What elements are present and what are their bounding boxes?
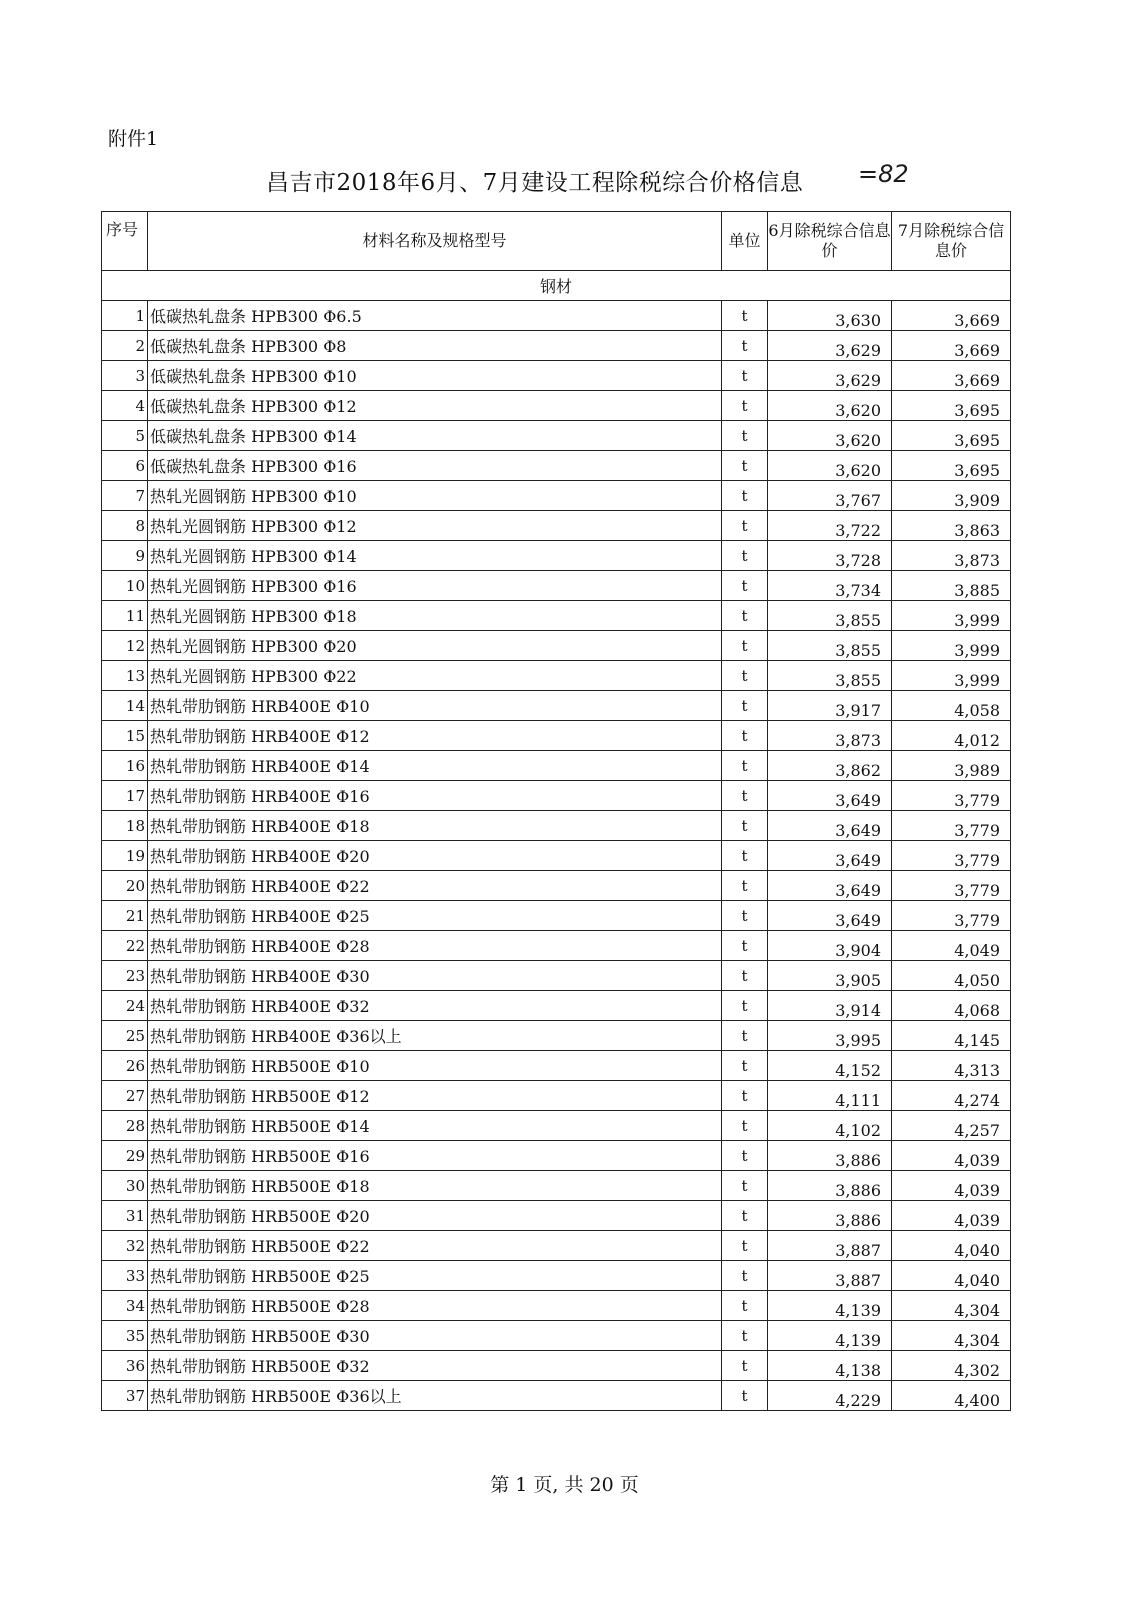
row-july-price: 3,669 <box>892 361 1011 391</box>
row-june-price: 3,855 <box>768 661 892 691</box>
row-material-name: 热轧带肋钢筋 HRB400E Φ30 <box>148 961 722 991</box>
row-july-price: 4,068 <box>892 991 1011 1021</box>
row-material-name: 热轧带肋钢筋 HRB500E Φ28 <box>148 1291 722 1321</box>
row-june-price: 3,767 <box>768 481 892 511</box>
table-row <box>102 1261 1011 1291</box>
row-july-price: 4,012 <box>892 721 1011 751</box>
row-unit: t <box>722 301 768 331</box>
row-unit: t <box>722 1321 768 1351</box>
attachment-label: 附件1 <box>108 128 159 150</box>
row-july-price: 3,909 <box>892 481 1011 511</box>
row-seq: 32 <box>102 1231 148 1261</box>
row-seq: 16 <box>102 751 148 781</box>
row-unit: t <box>722 391 768 421</box>
row-unit: t <box>722 931 768 961</box>
price-table <box>101 211 1011 1411</box>
row-july-price: 4,049 <box>892 931 1011 961</box>
table-header-row <box>102 212 1011 271</box>
row-july-price: 3,863 <box>892 511 1011 541</box>
row-material-name: 低碳热轧盘条 HPB300 Φ12 <box>148 391 722 421</box>
row-seq: 34 <box>102 1291 148 1321</box>
row-material-name: 热轧带肋钢筋 HRB500E Φ16 <box>148 1141 722 1171</box>
table-row <box>102 511 1011 541</box>
row-material-name: 热轧带肋钢筋 HRB500E Φ20 <box>148 1201 722 1231</box>
row-june-price: 3,649 <box>768 781 892 811</box>
table-row <box>102 691 1011 721</box>
row-material-name: 热轧带肋钢筋 HRB400E Φ16 <box>148 781 722 811</box>
row-seq: 19 <box>102 841 148 871</box>
column-header-june: 6月除税综合信息价 <box>768 212 892 271</box>
row-unit: t <box>722 1111 768 1141</box>
row-unit: t <box>722 721 768 751</box>
row-seq: 15 <box>102 721 148 751</box>
row-unit: t <box>722 1141 768 1171</box>
table-row <box>102 1051 1011 1081</box>
row-july-price: 4,257 <box>892 1111 1011 1141</box>
row-june-price: 3,629 <box>768 331 892 361</box>
row-unit: t <box>722 601 768 631</box>
row-seq: 27 <box>102 1081 148 1111</box>
row-july-price: 4,050 <box>892 961 1011 991</box>
page-number: 第 1 页, 共 20 页 <box>490 1474 639 1496</box>
row-material-name: 热轧光圆钢筋 HPB300 Φ14 <box>148 541 722 571</box>
row-seq: 24 <box>102 991 148 1021</box>
handwritten-note: =82 <box>858 160 909 188</box>
row-material-name: 热轧光圆钢筋 HPB300 Φ22 <box>148 661 722 691</box>
row-seq: 11 <box>102 601 148 631</box>
row-july-price: 3,999 <box>892 601 1011 631</box>
row-june-price: 3,630 <box>768 301 892 331</box>
row-material-name: 热轧带肋钢筋 HRB400E Φ22 <box>148 871 722 901</box>
row-material-name: 热轧带肋钢筋 HRB500E Φ10 <box>148 1051 722 1081</box>
row-june-price: 3,905 <box>768 961 892 991</box>
row-unit: t <box>722 1351 768 1381</box>
row-unit: t <box>722 1171 768 1201</box>
table-row <box>102 1231 1011 1261</box>
row-june-price: 3,855 <box>768 601 892 631</box>
row-june-price: 4,139 <box>768 1321 892 1351</box>
row-july-price: 3,695 <box>892 421 1011 451</box>
row-material-name: 热轧带肋钢筋 HRB500E Φ30 <box>148 1321 722 1351</box>
row-seq: 22 <box>102 931 148 961</box>
row-june-price: 3,620 <box>768 421 892 451</box>
page-title: 昌吉市2018年6月、7月建设工程除税综合价格信息 <box>266 170 804 196</box>
table-row <box>102 421 1011 451</box>
row-unit: t <box>722 1201 768 1231</box>
row-material-name: 热轧带肋钢筋 HRB400E Φ14 <box>148 751 722 781</box>
column-header-name: 材料名称及规格型号 <box>148 212 722 271</box>
row-material-name: 热轧带肋钢筋 HRB400E Φ28 <box>148 931 722 961</box>
row-july-price: 3,779 <box>892 781 1011 811</box>
table-row <box>102 631 1011 661</box>
row-seq: 20 <box>102 871 148 901</box>
row-unit: t <box>722 1051 768 1081</box>
column-header-july: 7月除税综合信息价 <box>892 212 1011 271</box>
row-seq: 35 <box>102 1321 148 1351</box>
row-material-name: 热轧带肋钢筋 HRB500E Φ18 <box>148 1171 722 1201</box>
row-july-price: 4,302 <box>892 1351 1011 1381</box>
row-seq: 14 <box>102 691 148 721</box>
row-unit: t <box>722 871 768 901</box>
row-seq: 33 <box>102 1261 148 1291</box>
row-june-price: 4,102 <box>768 1111 892 1141</box>
row-june-price: 4,111 <box>768 1081 892 1111</box>
row-unit: t <box>722 511 768 541</box>
row-unit: t <box>722 781 768 811</box>
row-june-price: 3,649 <box>768 901 892 931</box>
row-unit: t <box>722 841 768 871</box>
row-seq: 25 <box>102 1021 148 1051</box>
table-row <box>102 1291 1011 1321</box>
table-row <box>102 751 1011 781</box>
row-material-name: 热轧带肋钢筋 HRB500E Φ12 <box>148 1081 722 1111</box>
table-row <box>102 391 1011 421</box>
row-june-price: 4,138 <box>768 1351 892 1381</box>
row-material-name: 热轧光圆钢筋 HPB300 Φ12 <box>148 511 722 541</box>
row-seq: 10 <box>102 571 148 601</box>
row-june-price: 3,855 <box>768 631 892 661</box>
row-material-name: 热轧光圆钢筋 HPB300 Φ18 <box>148 601 722 631</box>
row-seq: 26 <box>102 1051 148 1081</box>
row-unit: t <box>722 661 768 691</box>
row-july-price: 3,873 <box>892 541 1011 571</box>
row-seq: 18 <box>102 811 148 841</box>
table-row <box>102 1171 1011 1201</box>
row-july-price: 3,999 <box>892 661 1011 691</box>
table-row <box>102 1021 1011 1051</box>
table-row <box>102 361 1011 391</box>
table-row <box>102 841 1011 871</box>
row-unit: t <box>722 961 768 991</box>
row-june-price: 3,917 <box>768 691 892 721</box>
row-seq: 23 <box>102 961 148 991</box>
table-row <box>102 1321 1011 1351</box>
row-june-price: 3,904 <box>768 931 892 961</box>
row-july-price: 3,669 <box>892 301 1011 331</box>
row-july-price: 3,695 <box>892 391 1011 421</box>
table-row <box>102 1111 1011 1141</box>
row-seq: 29 <box>102 1141 148 1171</box>
row-june-price: 3,620 <box>768 391 892 421</box>
row-seq: 1 <box>102 301 148 331</box>
column-header-seq: 序号 <box>102 212 148 271</box>
row-seq: 30 <box>102 1171 148 1201</box>
row-july-price: 3,989 <box>892 751 1011 781</box>
row-material-name: 热轧光圆钢筋 HPB300 Φ10 <box>148 481 722 511</box>
row-july-price: 4,040 <box>892 1261 1011 1291</box>
row-material-name: 低碳热轧盘条 HPB300 Φ16 <box>148 451 722 481</box>
table-row <box>102 1141 1011 1171</box>
row-seq: 6 <box>102 451 148 481</box>
row-material-name: 热轧光圆钢筋 HPB300 Φ20 <box>148 631 722 661</box>
row-july-price: 3,779 <box>892 811 1011 841</box>
row-material-name: 热轧带肋钢筋 HRB500E Φ36以上 <box>148 1381 722 1411</box>
row-unit: t <box>722 1081 768 1111</box>
row-seq: 9 <box>102 541 148 571</box>
row-seq: 17 <box>102 781 148 811</box>
row-unit: t <box>722 421 768 451</box>
row-unit: t <box>722 361 768 391</box>
row-seq: 3 <box>102 361 148 391</box>
row-june-price: 3,862 <box>768 751 892 781</box>
row-june-price: 4,152 <box>768 1051 892 1081</box>
row-june-price: 3,734 <box>768 571 892 601</box>
row-material-name: 低碳热轧盘条 HPB300 Φ8 <box>148 331 722 361</box>
row-material-name: 热轧带肋钢筋 HRB500E Φ25 <box>148 1261 722 1291</box>
row-june-price: 3,728 <box>768 541 892 571</box>
row-june-price: 3,914 <box>768 991 892 1021</box>
row-june-price: 3,722 <box>768 511 892 541</box>
row-july-price: 3,669 <box>892 331 1011 361</box>
row-july-price: 4,039 <box>892 1171 1011 1201</box>
row-seq: 4 <box>102 391 148 421</box>
row-material-name: 热轧带肋钢筋 HRB400E Φ36以上 <box>148 1021 722 1051</box>
row-july-price: 3,779 <box>892 871 1011 901</box>
table-row <box>102 1381 1011 1411</box>
table-row <box>102 1201 1011 1231</box>
row-unit: t <box>722 901 768 931</box>
row-material-name: 热轧带肋钢筋 HRB500E Φ32 <box>148 1351 722 1381</box>
row-july-price: 4,400 <box>892 1381 1011 1411</box>
row-seq: 28 <box>102 1111 148 1141</box>
table-row <box>102 541 1011 571</box>
row-july-price: 4,145 <box>892 1021 1011 1051</box>
row-unit: t <box>722 1231 768 1261</box>
row-june-price: 3,887 <box>768 1231 892 1261</box>
table-row <box>102 811 1011 841</box>
row-unit: t <box>722 331 768 361</box>
row-unit: t <box>722 1021 768 1051</box>
row-july-price: 3,779 <box>892 901 1011 931</box>
row-material-name: 低碳热轧盘条 HPB300 Φ14 <box>148 421 722 451</box>
row-june-price: 3,649 <box>768 841 892 871</box>
row-seq: 31 <box>102 1201 148 1231</box>
table-row <box>102 781 1011 811</box>
row-july-price: 4,304 <box>892 1291 1011 1321</box>
row-july-price: 4,058 <box>892 691 1011 721</box>
row-june-price: 3,886 <box>768 1201 892 1231</box>
table-row <box>102 301 1011 331</box>
row-unit: t <box>722 1291 768 1321</box>
table-row <box>102 331 1011 361</box>
row-july-price: 4,304 <box>892 1321 1011 1351</box>
row-material-name: 热轧带肋钢筋 HRB400E Φ12 <box>148 721 722 751</box>
row-july-price: 4,039 <box>892 1141 1011 1171</box>
row-material-name: 热轧带肋钢筋 HRB400E Φ25 <box>148 901 722 931</box>
row-july-price: 3,779 <box>892 841 1011 871</box>
row-seq: 8 <box>102 511 148 541</box>
row-unit: t <box>722 991 768 1021</box>
row-june-price: 3,649 <box>768 811 892 841</box>
row-june-price: 3,873 <box>768 721 892 751</box>
row-july-price: 3,695 <box>892 451 1011 481</box>
row-unit: t <box>722 571 768 601</box>
row-seq: 12 <box>102 631 148 661</box>
row-seq: 37 <box>102 1381 148 1411</box>
table-row <box>102 901 1011 931</box>
table-row <box>102 871 1011 901</box>
row-unit: t <box>722 481 768 511</box>
row-material-name: 低碳热轧盘条 HPB300 Φ10 <box>148 361 722 391</box>
row-material-name: 热轧带肋钢筋 HRB500E Φ14 <box>148 1111 722 1141</box>
table-row <box>102 451 1011 481</box>
row-june-price: 4,139 <box>768 1291 892 1321</box>
section-label: 钢材 <box>102 271 1011 301</box>
row-material-name: 热轧光圆钢筋 HPB300 Φ16 <box>148 571 722 601</box>
row-june-price: 3,886 <box>768 1171 892 1201</box>
row-unit: t <box>722 631 768 661</box>
row-seq: 13 <box>102 661 148 691</box>
row-material-name: 热轧带肋钢筋 HRB400E Φ20 <box>148 841 722 871</box>
table-row <box>102 1351 1011 1381</box>
table-row <box>102 1081 1011 1111</box>
table-row <box>102 991 1011 1021</box>
row-unit: t <box>722 1381 768 1411</box>
row-material-name: 低碳热轧盘条 HPB300 Φ6.5 <box>148 301 722 331</box>
table-row <box>102 481 1011 511</box>
table-row <box>102 571 1011 601</box>
row-july-price: 3,885 <box>892 571 1011 601</box>
table-row <box>102 931 1011 961</box>
row-material-name: 热轧带肋钢筋 HRB400E Φ32 <box>148 991 722 1021</box>
row-seq: 21 <box>102 901 148 931</box>
table-row <box>102 721 1011 751</box>
column-header-unit: 单位 <box>722 212 768 271</box>
table-row <box>102 961 1011 991</box>
row-july-price: 4,039 <box>892 1201 1011 1231</box>
row-seq: 5 <box>102 421 148 451</box>
row-july-price: 3,999 <box>892 631 1011 661</box>
row-july-price: 4,274 <box>892 1081 1011 1111</box>
row-june-price: 3,886 <box>768 1141 892 1171</box>
row-material-name: 热轧带肋钢筋 HRB400E Φ18 <box>148 811 722 841</box>
row-unit: t <box>722 451 768 481</box>
row-seq: 36 <box>102 1351 148 1381</box>
row-july-price: 4,040 <box>892 1231 1011 1261</box>
row-unit: t <box>722 691 768 721</box>
table-row <box>102 601 1011 631</box>
table-row <box>102 661 1011 691</box>
row-june-price: 3,649 <box>768 871 892 901</box>
row-unit: t <box>722 541 768 571</box>
row-june-price: 3,887 <box>768 1261 892 1291</box>
row-seq: 2 <box>102 331 148 361</box>
row-june-price: 3,620 <box>768 451 892 481</box>
row-june-price: 4,229 <box>768 1381 892 1411</box>
row-unit: t <box>722 1261 768 1291</box>
row-june-price: 3,629 <box>768 361 892 391</box>
row-material-name: 热轧带肋钢筋 HRB500E Φ22 <box>148 1231 722 1261</box>
section-row <box>102 271 1011 301</box>
row-unit: t <box>722 811 768 841</box>
row-seq: 7 <box>102 481 148 511</box>
row-unit: t <box>722 751 768 781</box>
row-material-name: 热轧带肋钢筋 HRB400E Φ10 <box>148 691 722 721</box>
row-june-price: 3,995 <box>768 1021 892 1051</box>
row-july-price: 4,313 <box>892 1051 1011 1081</box>
